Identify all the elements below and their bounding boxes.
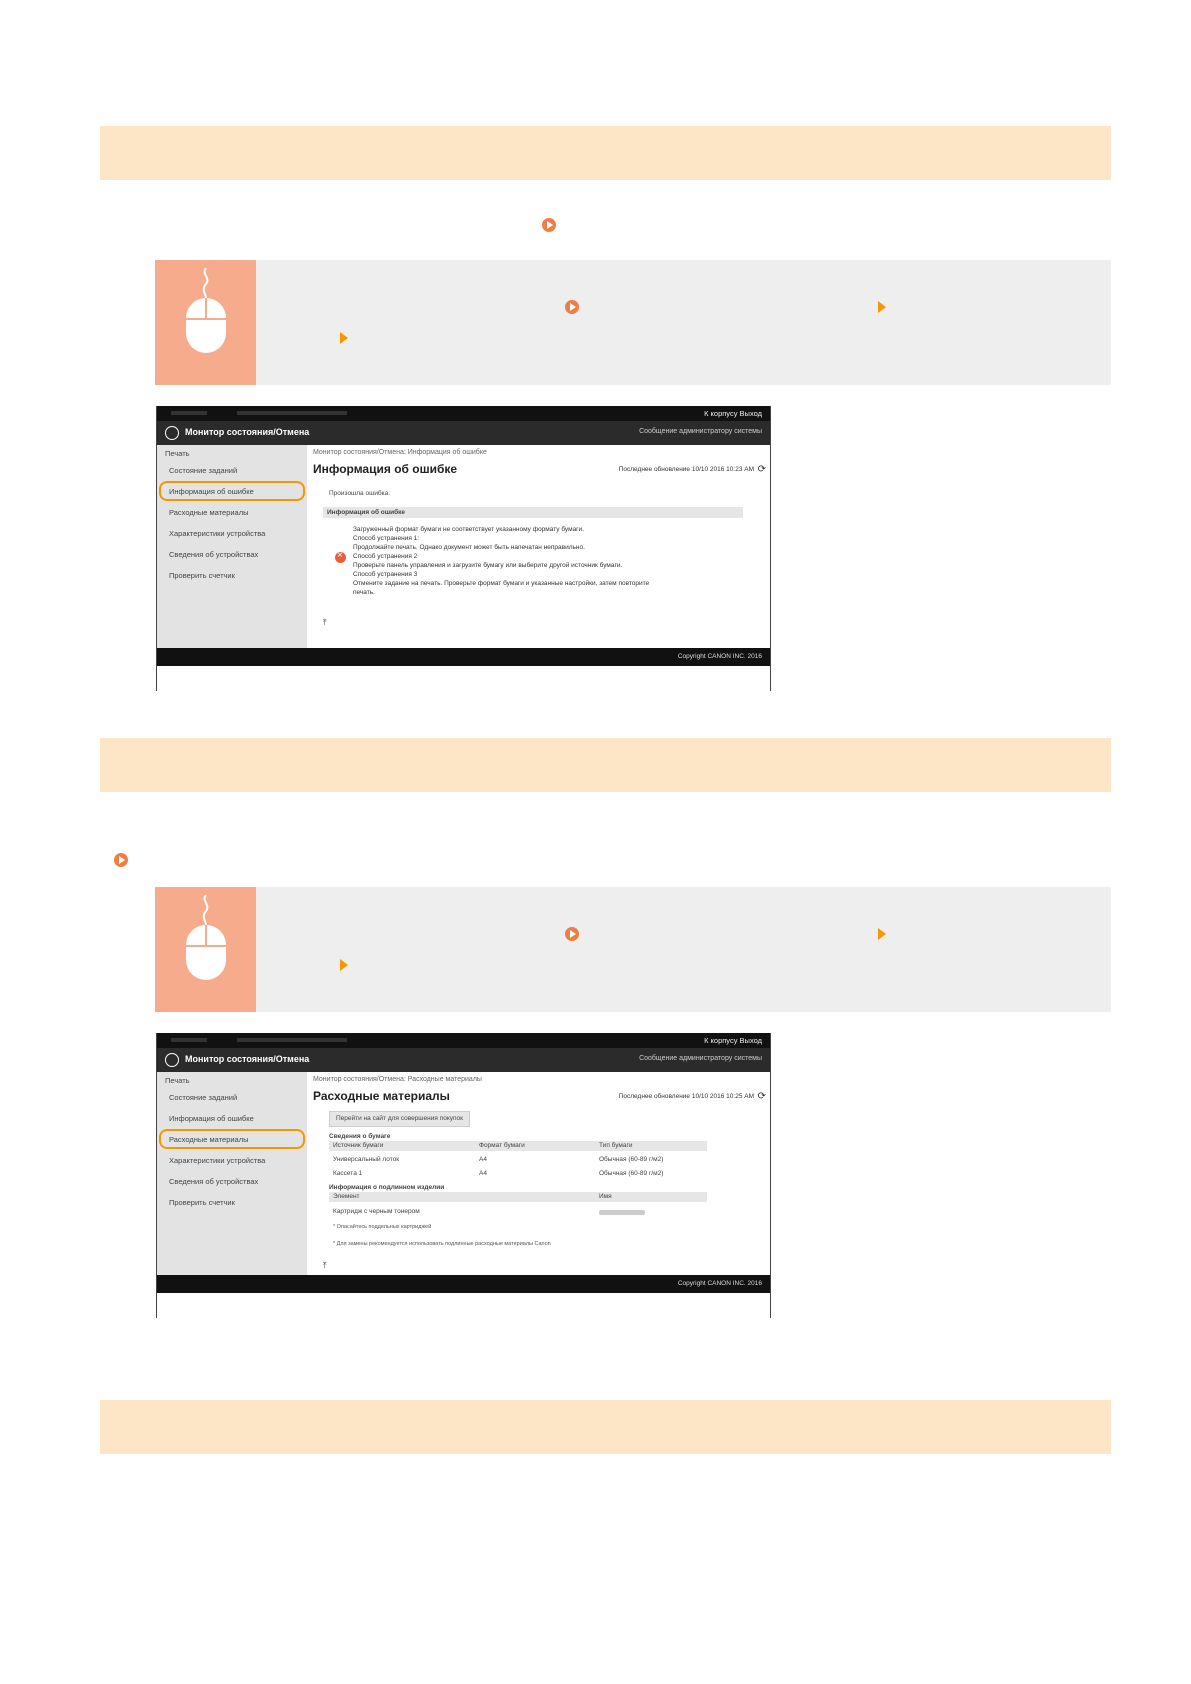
ui-screenshot-consumables <box>156 1033 771 1318</box>
table-cell: Картридж с черным тонером <box>333 1208 420 1215</box>
breadcrumb: Монитор состояния/Отмена: Информация об ошибке <box>313 449 487 456</box>
sidebar-item-job-status[interactable]: Состояние заданий <box>169 466 238 475</box>
mouse-icon <box>186 925 226 980</box>
app-title: Монитор состояния/Отмена <box>185 427 310 437</box>
admin-message-link[interactable]: Сообщение администратору системы <box>639 1055 762 1062</box>
error-line: Загруженный формат бумаги не соответствует указанному формату бумаги. <box>353 526 584 533</box>
last-updated: Последнее обновление 10/10 2016 10:25 AM <box>618 1093 754 1100</box>
header-bar <box>157 421 770 445</box>
mouse-operation-icon <box>155 260 256 385</box>
purchase-site-button[interactable]: Перейти на сайт для совершения покупок <box>329 1111 470 1127</box>
app-title: Монитор состояния/Отмена <box>185 1054 310 1064</box>
back-to-top-icon[interactable]: ⤒ <box>323 618 327 627</box>
admin-message-link[interactable]: Сообщение администратору системы <box>639 428 762 435</box>
status-message: Произошла ошибка. <box>329 490 391 497</box>
section-heading-band-3 <box>100 1400 1111 1454</box>
main-content <box>307 445 770 648</box>
sidebar-item-device-features[interactable]: Характеристики устройства <box>169 1156 266 1165</box>
step-arrow-icon <box>878 301 886 313</box>
sidebar-item-check-counter[interactable]: Проверить счетчик <box>169 1198 235 1207</box>
link-arrow-icon[interactable] <box>114 853 128 867</box>
error-icon <box>335 552 346 563</box>
operation-box-2 <box>155 887 1111 1012</box>
footer <box>157 1275 770 1293</box>
error-line: Способ устранения 1: <box>353 535 420 542</box>
header-bar <box>157 1048 770 1072</box>
top-bar <box>157 406 770 421</box>
sidebar-heading: Печать <box>165 449 190 458</box>
table-cell: Кассета 1 <box>333 1170 363 1177</box>
column-header: Источник бумаги <box>333 1142 384 1149</box>
blurred-text <box>171 1038 207 1042</box>
table-header <box>329 1192 707 1202</box>
copyright: Copyright CANON INC. 2016 <box>677 653 762 660</box>
link-arrow-icon[interactable] <box>565 300 579 314</box>
table-cell: Универсальный лоток <box>333 1156 400 1163</box>
mouse-cord-icon <box>201 895 211 925</box>
section-heading-band-2 <box>100 738 1111 792</box>
sidebar-item-error-info[interactable]: Информация об ошибке <box>169 487 254 496</box>
back-to-top-icon[interactable]: ⤒ <box>323 1261 327 1270</box>
sidebar <box>157 1072 307 1275</box>
step-arrow-icon <box>878 928 886 940</box>
sidebar-item-error-info[interactable]: Информация об ошибке <box>169 1114 254 1123</box>
column-header: Имя <box>599 1193 612 1200</box>
refresh-icon[interactable]: ⟳ <box>757 1091 766 1102</box>
note: * Опасайтесь поддельных картриджей <box>333 1224 432 1230</box>
last-updated: Последнее обновление 10/10 2016 10:23 AM <box>618 466 754 473</box>
table-row <box>329 1169 707 1179</box>
table-cell: A4 <box>479 1156 487 1163</box>
link-arrow-icon[interactable] <box>542 218 556 232</box>
blurred-text <box>599 1210 645 1215</box>
mouse-cord-icon <box>201 268 211 298</box>
table-cell: Обычная (60-89 г/м2) <box>599 1156 664 1163</box>
blurred-text <box>171 411 207 415</box>
sidebar-item-device-features[interactable]: Характеристики устройства <box>169 529 266 538</box>
error-line: Отмените задание на печать. Проверьте формат бумаги и указанные настройки, затем повторите <box>353 580 650 587</box>
app-logo-icon <box>165 426 179 440</box>
app-logo-icon <box>165 1053 179 1067</box>
breadcrumb: Монитор состояния/Отмена: Расходные материалы <box>313 1076 482 1083</box>
sidebar-item-consumables[interactable]: Расходные материалы <box>169 1135 249 1144</box>
error-line: Способ устранения 3 <box>353 571 418 578</box>
footer <box>157 648 770 666</box>
link-arrow-icon[interactable] <box>565 927 579 941</box>
table-row <box>329 1207 707 1217</box>
top-links[interactable]: К корпусу Выход <box>704 1036 762 1045</box>
genuine-parts-title: Информация о подлинном изделии <box>329 1184 445 1191</box>
table-cell: Обычная (60-89 г/м2) <box>599 1170 664 1177</box>
mouse-icon <box>186 298 226 353</box>
refresh-icon[interactable]: ⟳ <box>757 464 766 475</box>
sidebar-item-device-info[interactable]: Сведения об устройствах <box>169 1177 259 1186</box>
error-line: Продолжайте печать. Однако документ может быть напечатан неправильно. <box>353 544 585 551</box>
table-header <box>329 1141 707 1151</box>
mouse-operation-icon <box>155 887 256 1012</box>
top-links[interactable]: К корпусу Выход <box>704 409 762 418</box>
step-arrow-icon <box>340 959 348 971</box>
section-heading-band-1 <box>100 126 1111 180</box>
column-header: Тип бумаги <box>599 1142 633 1149</box>
sidebar-item-job-status[interactable]: Состояние заданий <box>169 1093 238 1102</box>
table-row <box>329 1155 707 1165</box>
note: * Для замены рекомендуется использовать подлинные расходные материалы Canon <box>333 1241 551 1247</box>
copyright: Copyright CANON INC. 2016 <box>677 1280 762 1287</box>
main-content <box>307 1072 770 1275</box>
column-header: Формат бумаги <box>479 1142 525 1149</box>
step-arrow-icon <box>340 332 348 344</box>
table-cell: A4 <box>479 1170 487 1177</box>
column-header: Элемент <box>333 1193 360 1200</box>
paper-info-title: Сведения о бумаге <box>329 1133 391 1140</box>
sidebar-item-consumables[interactable]: Расходные материалы <box>169 508 249 517</box>
error-line: Проверьте панель управления и загрузите бумагу или выберите другой источник бумаги. <box>353 562 623 569</box>
page-title: Информация об ошибке <box>313 462 458 476</box>
blurred-text <box>237 411 347 415</box>
sidebar <box>157 445 307 648</box>
error-line: печать. <box>353 589 375 596</box>
operation-box-1 <box>155 260 1111 385</box>
ui-screenshot-error-info <box>156 406 771 691</box>
blurred-text <box>237 1038 347 1042</box>
top-bar <box>157 1033 770 1048</box>
sidebar-item-device-info[interactable]: Сведения об устройствах <box>169 550 259 559</box>
section-header: Информация об ошибке <box>323 507 743 518</box>
page-title: Расходные материалы <box>313 1089 450 1103</box>
sidebar-item-check-counter[interactable]: Проверить счетчик <box>169 571 235 580</box>
error-line: Способ устранения 2 <box>353 553 418 560</box>
sidebar-heading: Печать <box>165 1076 190 1085</box>
